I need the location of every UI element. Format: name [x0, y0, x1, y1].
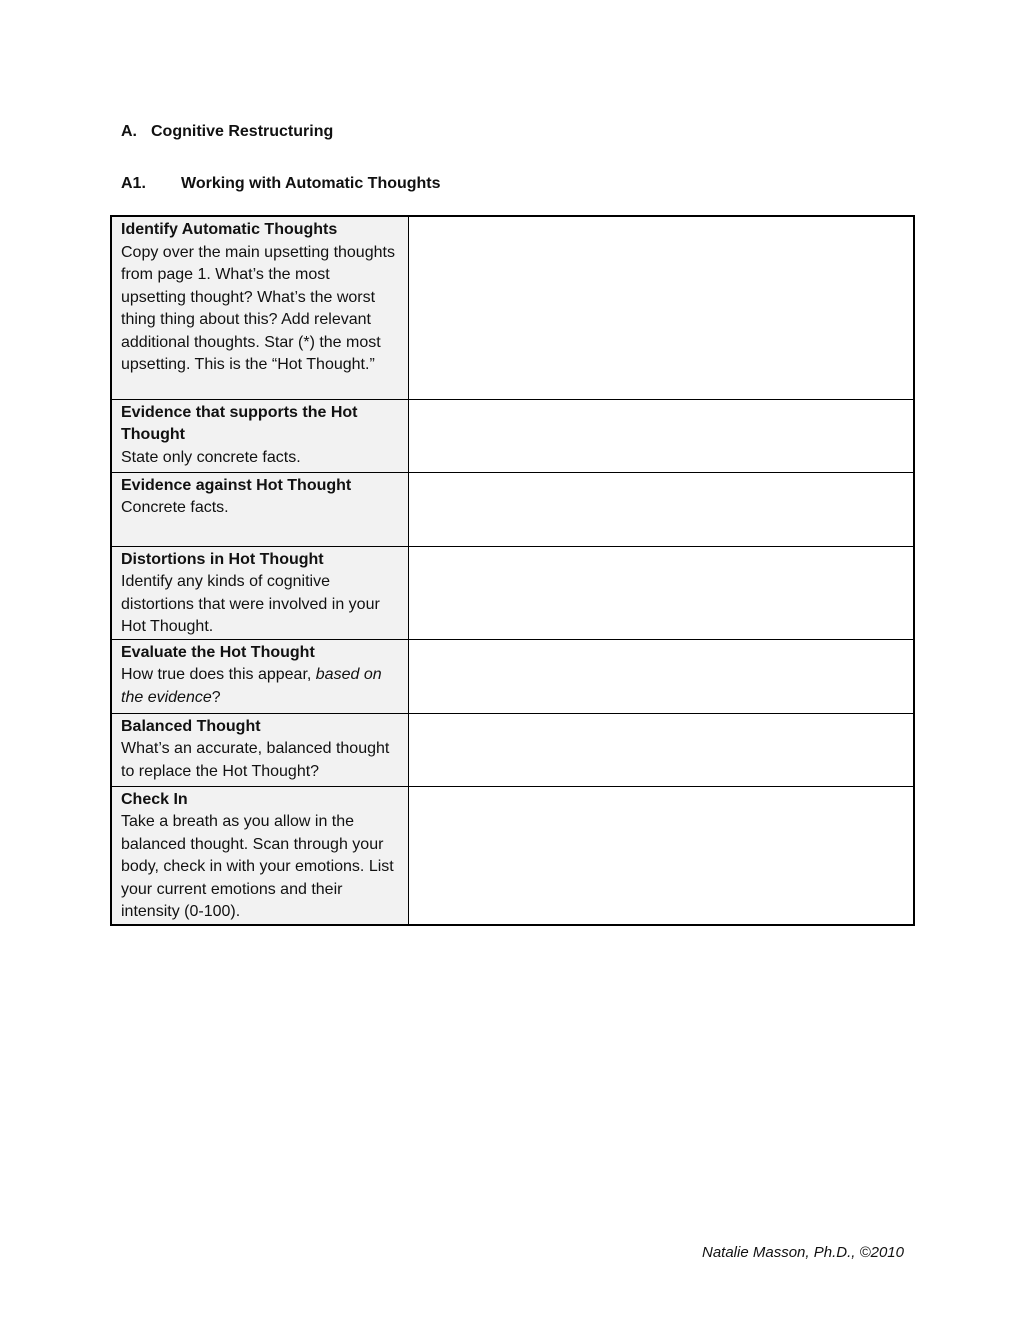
prompt-text: State only concrete facts. — [121, 448, 301, 466]
prompt-title: Check In — [121, 790, 188, 808]
prompt-text: Take a breath as you allow in the balanced thought. Scan through your body, check in with your emotions. List your current emotions and their intensity (0-100). — [121, 813, 394, 920]
table-row — [111, 399, 914, 472]
answer-cell-balanced[interactable] — [409, 713, 915, 786]
prompt-title: Distortions in Hot Thought — [121, 550, 324, 568]
table-row — [111, 786, 914, 925]
answer-cell-evaluate[interactable] — [409, 639, 915, 713]
answer-cell-evidence-against[interactable] — [409, 472, 915, 546]
prompt-title: Evidence that supports the Hot Thought — [121, 403, 358, 443]
prompt-cell-evaluate — [111, 639, 409, 713]
answer-cell-identify-thoughts[interactable] — [409, 216, 915, 399]
prompt-text-end: ? — [211, 688, 221, 706]
footer-credit: Natalie Masson, Ph.D., ©2010 — [702, 1244, 904, 1261]
prompt-title: Identify Automatic Thoughts — [121, 221, 338, 238]
prompt-text: Concrete facts. — [121, 499, 229, 516]
answer-cell-evidence-supports[interactable] — [409, 399, 915, 472]
subsection-title: Working with Automatic Thoughts — [181, 175, 441, 192]
table-row — [111, 472, 914, 546]
subsection-heading — [121, 173, 441, 195]
prompt-title: Evidence against Hot Thought — [121, 476, 352, 494]
prompt-cell-evidence-against — [111, 472, 409, 546]
prompt-text-emphasis: based on the evidence — [121, 666, 382, 706]
section-letter: A. — [121, 123, 137, 140]
answer-cell-distortions[interactable] — [409, 546, 915, 639]
section-title: Cognitive Restructuring — [151, 123, 334, 140]
prompt-cell-evidence-supports — [111, 399, 409, 472]
prompt-title: Evaluate the Hot Thought — [121, 643, 315, 661]
prompt-text: Identify any kinds of cognitive distortions that were involved in your Hot Thought. — [121, 573, 380, 635]
prompt-cell-identify-thoughts — [111, 216, 409, 399]
prompt-cell-distortions — [111, 546, 409, 639]
prompt-cell-balanced — [111, 713, 409, 786]
table-row — [111, 216, 914, 399]
table-row — [111, 546, 914, 639]
prompt-title: Balanced Thought — [121, 717, 261, 735]
subsection-number: A1. — [121, 175, 146, 192]
prompt-text: Copy over the main upsetting thoughts from page 1. What’s the most upsetting thought? What’s the worst thing thing about this? Add relevant additional thoughts. Star (*) the most upsetting. This is the “Hot Thought.” — [121, 243, 395, 373]
table-row — [111, 639, 914, 713]
section-heading — [121, 121, 333, 143]
prompt-text: What’s an accurate, balanced thought to replace the Hot Thought? — [121, 740, 390, 780]
prompt-cell-check-in — [111, 786, 409, 925]
prompt-text-start: How true does this appear, — [121, 666, 316, 683]
table-row — [111, 713, 914, 786]
answer-cell-check-in[interactable] — [409, 786, 915, 925]
prompt-text — [121, 664, 399, 709]
worksheet-table — [110, 215, 915, 926]
